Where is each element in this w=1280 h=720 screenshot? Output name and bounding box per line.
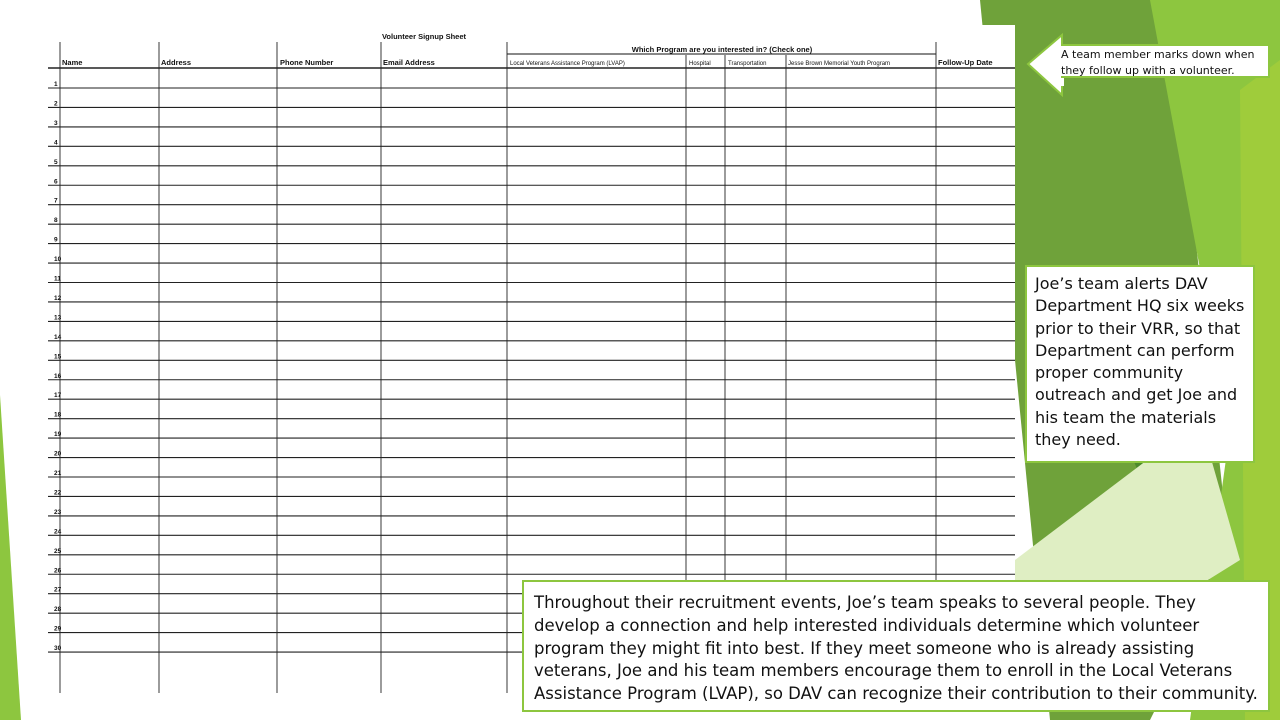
- row-number: 30: [54, 645, 62, 653]
- row-number: 4: [54, 139, 58, 147]
- dav-alert-callout-text: Joe’s team alerts DAV Department HQ six weeks prior to their VRR, so that Department can perform proper community outreach and get Joe and his team the materials they need.: [1035, 274, 1245, 450]
- row-number: 23: [54, 508, 62, 516]
- program-question: Which Program are you interested in? (Check one): [631, 45, 813, 54]
- row-number: 13: [54, 314, 62, 322]
- row-number: 19: [54, 431, 62, 439]
- program-column-header: Transportation: [728, 61, 767, 67]
- row-number: 8: [54, 217, 58, 225]
- row-number: 27: [54, 586, 62, 594]
- row-number: 24: [54, 528, 62, 536]
- program-column-header: Local Veterans Assistance Program (LVAP): [510, 61, 625, 67]
- recruitment-callout-text: Throughout their recruitment events, Joe’s team speaks to several people. They develop a connection and help interested individuals determine which volunteer program they might fit into best. If they meet someone who is already assisting veterans, Joe and his team members encourage them to enroll in the Local Veterans Assistance Program (LVAP), so DAV can recognize their contribution to their community.: [534, 593, 1258, 704]
- row-number: 20: [54, 450, 62, 458]
- row-number: 25: [54, 547, 62, 555]
- program-column-header: Hospital: [689, 61, 711, 67]
- program-column-header: Jesse Brown Memorial Youth Program: [788, 61, 891, 67]
- row-number: 2: [54, 100, 58, 108]
- column-header: Name: [62, 58, 83, 67]
- row-number: 12: [54, 294, 62, 302]
- row-number: 10: [54, 256, 62, 264]
- column-header: Email Address: [383, 58, 435, 67]
- row-number: 22: [54, 489, 62, 497]
- row-number: 26: [54, 567, 62, 575]
- row-number: 9: [54, 236, 58, 244]
- followup-callout: [1061, 44, 1270, 78]
- row-number: 1: [54, 81, 58, 88]
- column-header: Phone Number: [280, 58, 334, 67]
- row-number: 7: [54, 197, 58, 205]
- row-number: 14: [54, 333, 62, 341]
- followup-header: Follow-Up Date: [938, 58, 993, 67]
- program-headers: [510, 61, 890, 67]
- row-number: 5: [54, 158, 58, 166]
- row-number: 29: [54, 625, 62, 633]
- row-number: 15: [54, 353, 62, 361]
- row-number: 11: [54, 275, 61, 283]
- row-number: 21: [54, 470, 62, 477]
- column-header: Address: [161, 58, 192, 67]
- sheet-title: Volunteer Signup Sheet: [381, 32, 467, 41]
- callout-arrow-left: [1026, 33, 1064, 97]
- recruitment-callout: [522, 580, 1270, 712]
- row-number: 17: [54, 392, 62, 400]
- row-number: 18: [54, 411, 62, 419]
- row-number: 3: [54, 119, 58, 127]
- row-number: 28: [54, 606, 62, 614]
- dav-alert-callout: [1025, 265, 1255, 463]
- followup-callout-text: A team member marks down when they follow up with a volunteer.: [1061, 48, 1255, 77]
- row-number: 16: [54, 372, 62, 380]
- row-number: 6: [54, 178, 58, 186]
